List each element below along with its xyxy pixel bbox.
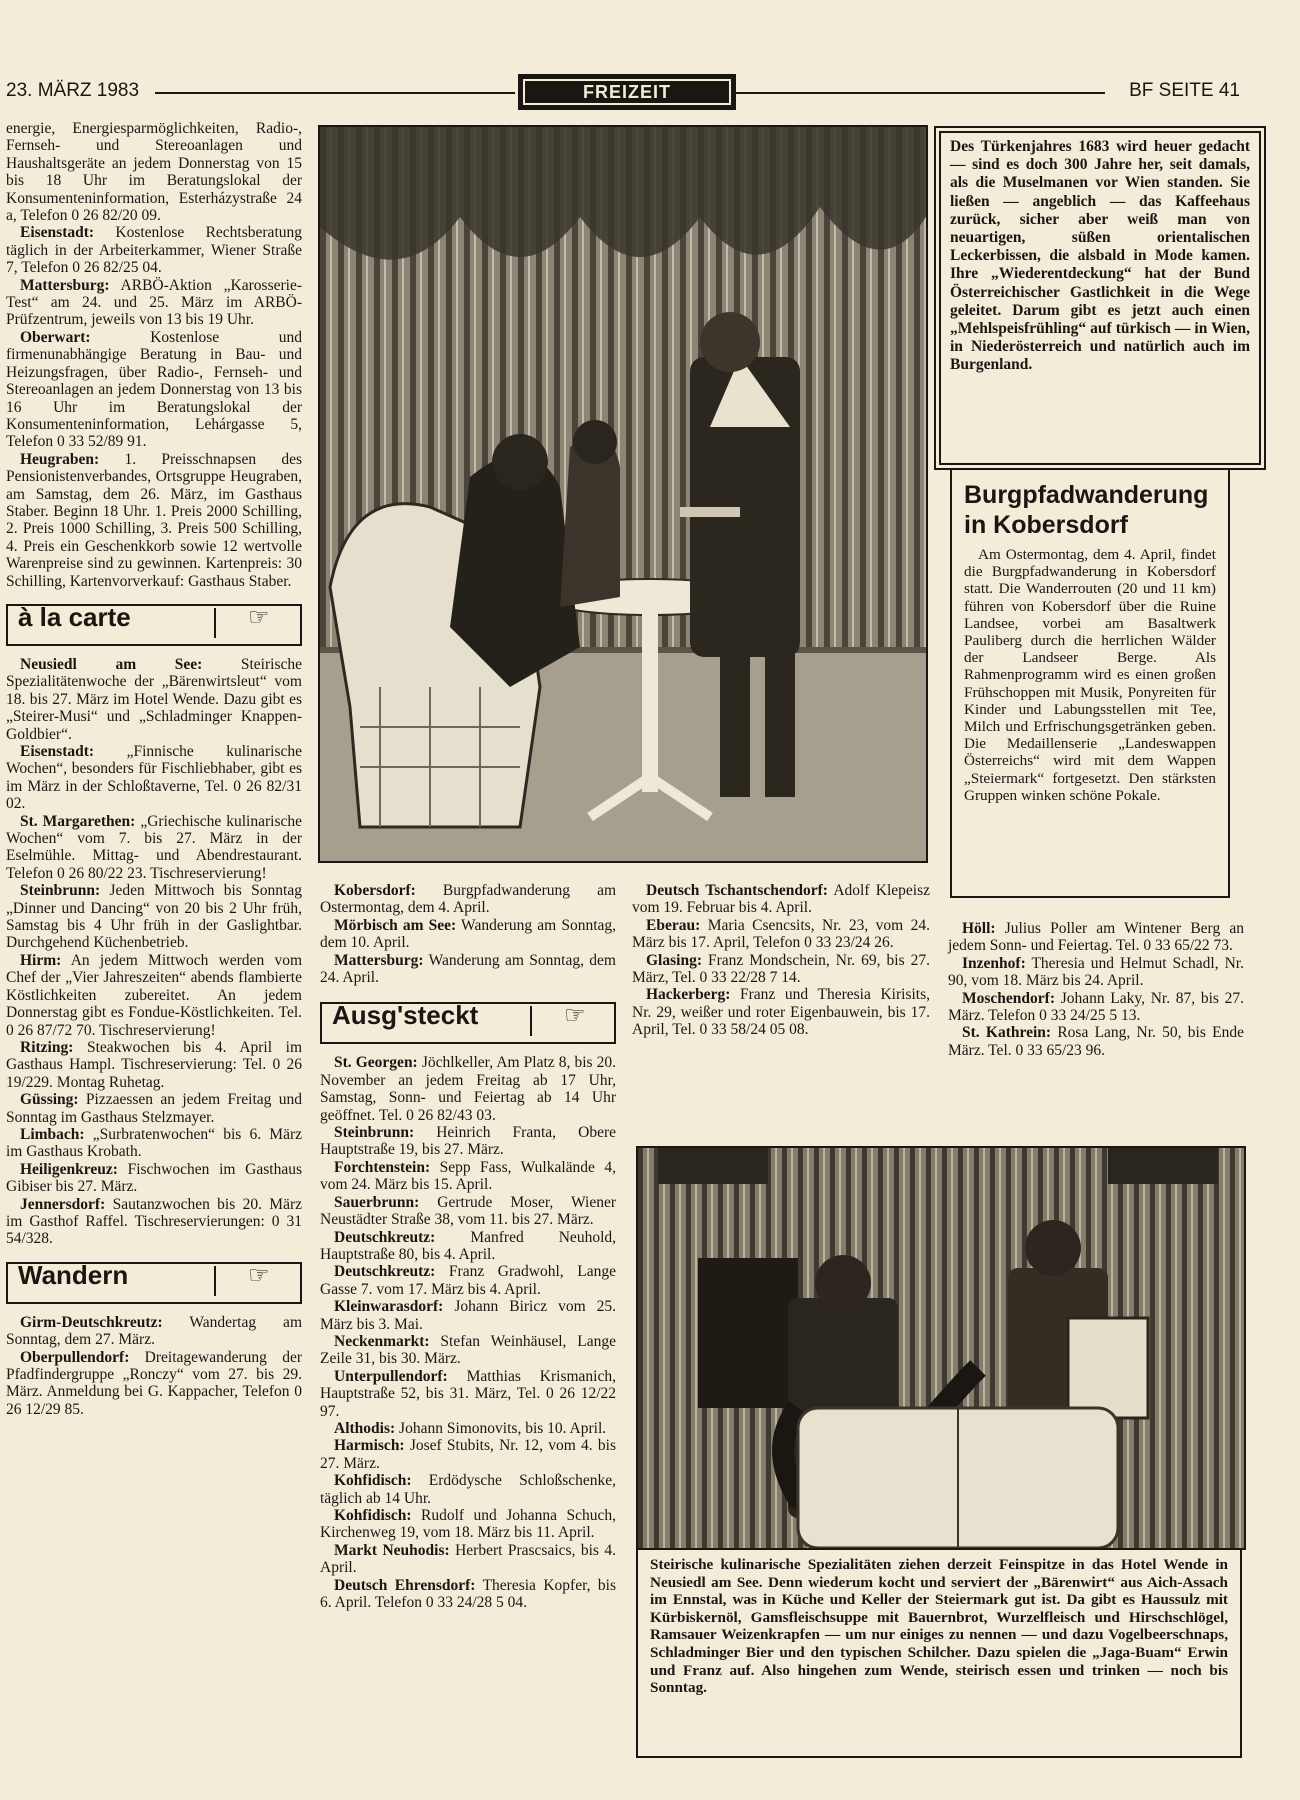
notice-text: Josef Stubits, Nr. 12, vom 4. bis 27. März.: [320, 1437, 616, 1472]
notice-text: Fischwochen im Gasthaus Gibiser bis 27. März.: [6, 1160, 302, 1196]
notice-item: [320, 1263, 616, 1298]
notice-item: [320, 1298, 616, 1333]
notice-item: [6, 120, 302, 224]
notice-item: [948, 1024, 1244, 1059]
notice-text: Stefan Weinhäusel, Lange Zeile 31, bis 30. März.: [320, 1332, 616, 1368]
col4-list: [948, 920, 1244, 1059]
notice-text: Wanderung am Sonntag, dem 24. April.: [320, 951, 616, 987]
wandern-title: Wandern: [18, 1259, 129, 1290]
notice-place: Oberwart:: [20, 328, 91, 346]
notice-text: Jöchlkeller, Am Platz 8, bis 20. November an jedem Freitag ab 17 Uhr, Samstag, Sonn- und Feiertag ab 14 Uhr geöffnet. Tel. 0 26 82/43 03.: [320, 1054, 617, 1124]
notice-item: [6, 1314, 302, 1349]
notice-item: [6, 1196, 302, 1248]
notice-place: Unterpullendorf:: [334, 1367, 448, 1385]
notice-text: Adolf Klepeisz vom 19. Februar bis 4. April.: [632, 882, 930, 917]
tuerkenjahr-box: [934, 126, 1266, 470]
burgpfad-title: Burgpfadwanderung in Kobersdorf: [964, 481, 1209, 539]
notice-text: Manfred Neuhold, Hauptstraße 80, bis 4. April.: [320, 1228, 616, 1263]
notice-place: Höll:: [962, 920, 996, 937]
notice-item: [948, 920, 1244, 955]
notice-item: [320, 1437, 616, 1472]
section-title: FREIZEIT: [518, 74, 736, 110]
notice-place: Deutschkreutz:: [334, 1263, 436, 1281]
column-3: [632, 882, 930, 1039]
notice-item: [320, 1368, 616, 1420]
notice-item: [320, 1054, 616, 1124]
col1-notices: [6, 120, 302, 590]
ausgsteckt-list: [320, 1054, 616, 1611]
cafe-scene-illustration: [320, 127, 926, 861]
notice-text: Burgpfadwanderung am Ostermontag, dem 4. April.: [320, 882, 616, 917]
hiking-dates-list: [320, 882, 616, 986]
notice-text: Gertrude Moser, Wiener Neustädter Straße 38, vom 11. bis 27. März.: [320, 1193, 616, 1229]
wandern-list: [6, 1314, 302, 1418]
alacarte-heading: [6, 601, 302, 646]
ausgsteckt-heading: [320, 1002, 616, 1044]
notice-place: Sauerbrunn:: [334, 1193, 420, 1211]
notice-item: [6, 1349, 302, 1419]
notice-place: Heiligenkreuz:: [20, 1160, 118, 1178]
band-scene-illustration: [638, 1148, 1244, 1548]
notice-place: Deutschkreutz:: [334, 1228, 436, 1246]
notice-text: Johann Simonovits, bis 10. April.: [395, 1419, 607, 1437]
notice-text: Rosa Lang, Nr. 50, bis Ende März. Tel. 0 33 65/23 96.: [948, 1024, 1244, 1059]
notice-place: Heugraben:: [20, 450, 100, 468]
notice-place: Deutsch Tschantschendorf:: [646, 882, 828, 899]
notice-text: Kostenlose und firmenunabhängige Beratung in Bau- und Heizungsfragen, über Radio-, Fernseh- und Stereoanlagen an jedem Donnerstag von 13 bis 16 Uhr im Beratungslokal der Konsumenteninformation, Lehárgasse 5, Telefon 0 33 52/89 91.: [6, 328, 302, 451]
notice-text: Steirische Spezialitätenwoche der „Bärenwirtsleut“ vom 18. bis 27. März im Hotel Wende. Dazu gibt es „Steirer-Musi“ und „Schladminger Knappen-Goldbier“.: [6, 655, 302, 743]
notice-text: Pizzaessen an jedem Freitag und Sonntag im Gasthaus Stelzmayer.: [6, 1091, 302, 1126]
notice-item: [632, 952, 930, 987]
notice-text: Kostenlose Rechtsberatung täglich in der Arbeiterkammer, Wiener Straße 7, Telefon 0 26 82/25 04.: [6, 224, 302, 277]
notice-place: Kobersdorf:: [334, 882, 416, 899]
notice-item: [320, 1159, 616, 1194]
notice-place: Ritzing:: [20, 1038, 74, 1056]
notice-text: Rudolf und Johanna Schuch, Kirchenweg 19, vom 18. März bis 11. April.: [320, 1507, 616, 1542]
burgpfad-text: Am Ostermontag, dem 4. April, findet die Burgpfadwanderung in Kobersdorf statt. Die Wanderrouten (20 und 11 km) führen von Kobersdorf über die Ruine Landsee, vorbei am Basaltwerk Pauliberg durch die herrlichen Wälder der Landseer Berge. Als Rahmenprogramm wird es einen großen Frühschoppen mit Musik, Ponyreiten für Kinder und Labungsstellen mit Tee, Milch und Erfrischungsgetränken geben. Die Medaillenserie „Landeswappen Österreichs“ wird mit dem Wappen „Steiermark“ fortgesetzt. Den stärksten Gruppen winken schöne Pokale.: [964, 546, 1216, 804]
ausgsteckt-title: Ausg'steckt: [332, 1000, 479, 1031]
notice-place: St. Georgen:: [334, 1054, 418, 1072]
notice-text: Johann Biricz vom 25. März bis 3. Mai.: [320, 1298, 616, 1333]
notice-item: [6, 1126, 302, 1161]
header-rule-right: [735, 92, 1105, 94]
notice-place: Deutsch Ehrensdorf:: [334, 1576, 476, 1594]
notice-text: Theresia und Helmut Schadl, Nr. 90, vom 18. März bis 24. April.: [948, 954, 1244, 990]
notice-place: Limbach:: [20, 1125, 85, 1143]
notice-text: Sautanzwochen bis 20. März im Gasthof Raffel. Tischreservierungen: 0 31 54/328.: [6, 1195, 302, 1248]
notice-item: [320, 1542, 616, 1577]
notice-text: Julius Poller am Wintener Berg an jedem Sonn- und Feiertag. Tel. 0 33 65/22 73.: [948, 920, 1244, 955]
notice-item: [320, 1420, 616, 1437]
notice-item: [6, 882, 302, 952]
issue-date: 23. MÄRZ 1983: [6, 80, 140, 101]
wandern-heading: [6, 1259, 302, 1304]
page-header: [0, 78, 1300, 108]
notice-item: [320, 1194, 616, 1229]
notice-text: Sepp Fass, Wulkalände 4, vom 24. März bis 15. April.: [320, 1158, 616, 1194]
notice-place: Harmisch:: [334, 1437, 405, 1455]
band-photo-caption-box: [636, 1548, 1242, 1758]
notice-place: St. Kathrein:: [962, 1024, 1052, 1042]
notice-item: [320, 952, 616, 987]
alacarte-list: [6, 656, 302, 1248]
notice-place: Steinbrunn:: [20, 882, 101, 900]
notice-text: Franz und Theresia Kirisits, Nr. 29, weißer und roter Eigenbauwein, bis 17. April, Tel. 0 33 58/24 05 08.: [632, 986, 930, 1039]
notice-text: An jedem Mittwoch werden vom Chef der „Vier Jahreszeiten“ abends flambierte Köstlichkeiten zubereitet. An jedem Donnerstag gibt es Fondue-Köstlichkeiten. Tel. 0 26 87/72 70. Tischreservierung!: [6, 951, 302, 1039]
notice-item: [320, 1229, 616, 1264]
notice-text: Maria Csencsits, Nr. 23, vom 24. März bis 17. April, Telefon 0 33 23/24 26.: [632, 916, 930, 952]
pointing-hand-icon: ☞: [248, 1262, 270, 1289]
notice-place: St. Margarethen:: [20, 812, 136, 830]
notice-place: Girm-Deutschkreutz:: [20, 1313, 163, 1331]
pointing-hand-icon: ☞: [248, 604, 270, 631]
band-photo-caption: Steirische kulinarische Spezialitäten ziehen derzeit Feinspitze in das Hotel Wende in Neusiedl am See. Denn wiederum kocht und serviert der „Bärenwirt“ aus Aich-Assach im Ennstal, was in Küche und Keller der Steiermark gut ist. Da gibt es Haussulz mit Kürbiskernöl, Gamsfleischsuppe mit Bauernbrot, Wurzelfleisch und Hirschschlögel, Ramsauer Weizenkrapfen — um nur einiges zu nennen — und dazu Vogelbeerschnaps, Schladminger Bier und den typischen Schilcher. Dazu spielen die „Jaga-Buam“ Erwin und Franz auf. Also hingehen zum Wende, steirisch essen und trinken — noch bis Sonntag.: [650, 1556, 1228, 1697]
notice-item: [632, 882, 930, 917]
notice-text: Erdödysche Schloßschenke, täglich ab 14 Uhr.: [320, 1472, 616, 1507]
notice-text: Johann Laky, Nr. 87, bis 27. März. Telefon 0 33 24/25 5 13.: [948, 989, 1244, 1025]
notice-text: Wanderung am Sonntag, dem 10. April.: [320, 916, 617, 952]
notice-place: Inzenhof:: [962, 954, 1026, 972]
notice-text: „Finnische kulinarische Wochen“, besonders für Fischliebhaber, gibt es im März in der Schloßtaverne, Tel. 0 26 82/31 02.: [6, 743, 302, 813]
notice-item: [632, 986, 930, 1038]
notice-place: Kleinwarasdorf:: [334, 1298, 444, 1316]
notice-item: [6, 1039, 302, 1091]
notice-item: [6, 656, 302, 743]
pointing-hand-icon: ☞: [564, 1003, 586, 1030]
notice-place: Forchtenstein:: [334, 1158, 431, 1176]
header-rule-left: [155, 92, 515, 94]
notice-place: Althodis:: [334, 1419, 396, 1437]
notice-place: Mattersburg:: [20, 276, 110, 294]
notice-item: [320, 1333, 616, 1368]
notice-text: energie, Energiesparmöglichkeiten, Radio-, Fernseh- und Stereoanlagen und Haushaltsgeräte an jedem Donnerstag von 15 bis 18 Uhr im Beratungslokal der Konsumenteninformation, Esterházystraße 24 a, Telefon 0 26 82/20 09.: [6, 120, 302, 225]
notice-item: [632, 917, 930, 952]
notice-place: Eisenstadt:: [20, 743, 95, 760]
notice-item: [320, 1507, 616, 1542]
ausgsteckt-list-continued: [632, 882, 930, 1039]
notice-text: Jeden Mittwoch bis Sonntag „Dinner und Dancing“ von 20 bis 2 Uhr früh, Samstag bis 4 Uhr früh in der Gaslightbar. Durchgehend Küchenbetrieb.: [6, 882, 302, 952]
notice-place: Eisenstadt:: [20, 224, 95, 242]
notice-item: [320, 1577, 616, 1612]
notice-text: 1. Preisschnapsen des Pensionistenverbandes, Ortsgruppe Heugraben, am Samstag, dem 26. März, im Gasthaus Staber. Beginn 18 Uhr. 1. Preis 2000 Schilling, 2. Preis 1000 Schilling, 3. Preis 500 Schilling, 4. Preis ein Geschenkkorb sowie 12 wertvolle Warenpreise sind zu gewinnen. Kartenpreis: 30 Schilling, Kartenvorverkauf: Gasthaus Staber.: [6, 450, 302, 590]
notice-item: [320, 882, 616, 917]
notice-item: [6, 1161, 302, 1196]
notice-place: Moschendorf:: [962, 989, 1055, 1007]
cafe-photo: [318, 125, 928, 863]
notice-place: Glasing:: [646, 951, 702, 969]
notice-text: „Griechische kulinarische Wochen“ vom 7. bis 27. März in der Eselmühle. Mittag- und Abendrestaurant. Telefon 0 26 80/22 23. Tischreservierung!: [6, 812, 302, 882]
notice-item: [320, 1124, 616, 1159]
page-reference: BF SEITE 41: [1129, 80, 1240, 101]
notice-text: Herbert Prascsaics, bis 4. April.: [320, 1541, 616, 1577]
column-2: [320, 882, 616, 1611]
notice-text: Franz Gradwohl, Lange Gasse 7. vom 17. März bis 4. April.: [320, 1263, 616, 1298]
notice-text: Matthias Krismanich, Hauptstraße 52, bis 31. März, Tel. 0 26 12/22 97.: [320, 1367, 616, 1420]
band-photo: [636, 1146, 1246, 1550]
notice-item: [320, 1472, 616, 1507]
column-1: [6, 120, 302, 1418]
notice-text: Wandertag am Sonntag, dem 27. März.: [6, 1313, 302, 1349]
notice-place: Mattersburg:: [334, 951, 424, 969]
notice-text: ARBÖ-Aktion „Karosserie-Test“ am 24. und 25. März im ARBÖ-Prüfzentrum, jeweils von 13 bis 19 Uhr.: [6, 276, 302, 329]
notice-item: [6, 451, 302, 590]
notice-place: Oberpullendorf:: [20, 1348, 130, 1366]
notice-text: „Surbratenwochen“ bis 6. März im Gasthaus Krobath.: [6, 1125, 302, 1161]
column-4: [948, 920, 1244, 1059]
notice-item: [320, 917, 616, 952]
notice-place: Hackerberg:: [646, 986, 731, 1004]
notice-item: [948, 955, 1244, 990]
notice-place: Kohfidisch:: [334, 1507, 412, 1524]
notice-item: [6, 1091, 302, 1126]
notice-place: Mörbisch am See:: [334, 916, 457, 934]
notice-text: Steakwochen bis 4. April im Gasthaus Hampl. Tischreservierung: Tel. 0 26 19/229. Montag Ruhetag.: [6, 1038, 302, 1091]
notice-text: Dreitagewanderung der Pfadfindergruppe „Ronczy“ vom 27. bis 29. März. Anmeldung bei G. Kappacher, Telefon 0 26 12/29 85.: [6, 1348, 302, 1418]
notice-item: [6, 329, 302, 451]
notice-place: Jennersdorf:: [20, 1195, 106, 1213]
notice-place: Neckenmarkt:: [334, 1332, 430, 1350]
burgpfad-box: [950, 468, 1230, 898]
alacarte-title: à la carte: [18, 601, 131, 632]
notice-place: Neusiedl am See:: [20, 655, 203, 673]
notice-place: Eberau:: [646, 916, 701, 934]
notice-text: Theresia Kopfer, bis 6. April. Telefon 0 33 24/28 5 04.: [320, 1576, 616, 1612]
notice-place: Güssing:: [20, 1091, 79, 1109]
notice-text: Franz Mondschein, Nr. 69, bis 27. März, Tel. 0 33 22/28 7 14.: [632, 951, 930, 987]
tuerkenjahr-text: Des Türkenjahres 1683 wird heuer gedacht — sind es doch 300 Jahre her, seit damals, als die Muselmanen vor Wien standen. Sie ließen — angeblich — das Kaffeehaus zurück, sicher aber weiß man von neuartigen, süßen orientalischen Leckerbissen, die alsbald in Mode kamen. Ihre „Wiederentdeckung“ hat der Bund Österreichischer Gastlichkeit in die Wege geleitet. Darum gibt es jetzt auch einen „Mehlspeisfrühling“ auf türkisch — in Wien, in Niederösterreich und natürlich auch im Burgenland.: [950, 138, 1250, 374]
notice-place: Steinbrunn:: [334, 1124, 415, 1142]
notice-place: Hirm:: [20, 951, 62, 969]
notice-item: [6, 813, 302, 883]
notice-text: Heinrich Franta, Obere Hauptstraße 19, bis 27. März.: [320, 1124, 616, 1159]
notice-place: Markt Neuhodis:: [334, 1541, 450, 1559]
notice-item: [6, 224, 302, 276]
notice-item: [6, 952, 302, 1039]
notice-item: [6, 277, 302, 329]
notice-item: [948, 990, 1244, 1025]
notice-item: [6, 743, 302, 813]
notice-place: Kohfidisch:: [334, 1472, 412, 1490]
